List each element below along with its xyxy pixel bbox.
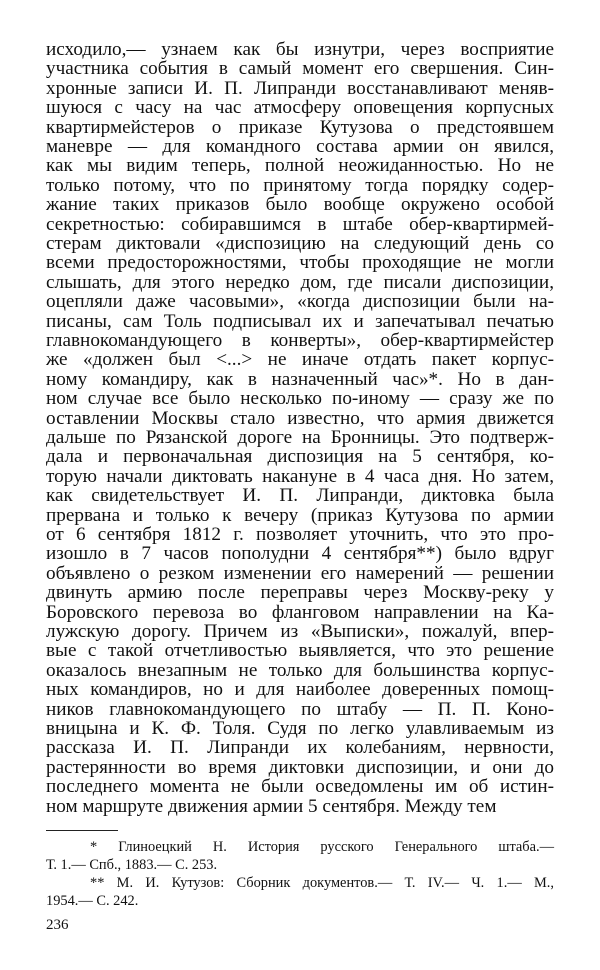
body-line: ных командиров, но и для наиболее доверенных помощ- xyxy=(46,679,554,701)
body-line: оказалось внезапным не только для большинства корпус- xyxy=(46,659,554,681)
body-line: ников главнокомандующего по штабу — П. П. Коно- xyxy=(46,698,554,720)
body-line: шуюся с часу на час атмосферу оповещения корпусных xyxy=(46,97,554,119)
body-line: всеми предосторожностями, чтобы проходящие не могли xyxy=(46,252,554,274)
body-line: стерам диктовали «диспозицию на следующий день со xyxy=(46,233,554,254)
body-line: от 6 сентября 1812 г. позволяет уточнить, что это про- xyxy=(46,524,554,545)
body-line: растерянности во время диктовки диспозиции, и они до xyxy=(46,756,554,778)
body-line: вницына и К. Ф. Толя. Судя по легко улавливаемым из xyxy=(46,718,554,739)
body-line: исходило,— узнаем как бы изнутри, через восприятие xyxy=(46,39,554,60)
body-line: ном случае все было несколько по-иному — сразу же по xyxy=(46,388,554,410)
body-line: торую начали диктовать накануне в 4 часа дня. Но затем, xyxy=(46,465,554,487)
body-line: оцепляли даже часовыми», «когда диспозиции были на- xyxy=(46,291,554,313)
body-line: слышать, для этого нередко дом, где писали диспозиции, xyxy=(46,271,554,293)
body-line: же «должен был <...> не иначе отдать пакет корпус- xyxy=(46,349,554,371)
body-line: участника события в самый момент его свершения. Син- xyxy=(46,58,554,80)
body-line: секретностью: собиравшимся в штабе обер-квартирмей- xyxy=(46,213,554,235)
body-line: двинуть армию после переправы через Москву-реку у xyxy=(46,582,554,604)
body-line: дала и первоначальная диспозиция на 5 сентября, ко- xyxy=(46,446,554,468)
body-line: лужскую дорогу. Причем из «Выписки», пожалуй, впер- xyxy=(46,621,554,642)
body-line: прервана и только к вечеру (приказ Кутузова по армии xyxy=(46,504,554,526)
body-line: квартирмейстеров о приказе Кутузова о предстоявшем xyxy=(46,116,554,138)
body-line: Боровского перевоза во фланговом направлении на Ка- xyxy=(46,601,554,623)
body-line: оставлении Москвы стало известно, что армия движется xyxy=(46,407,554,429)
body-line: как свидетельствует И. П. Липранди, диктовка была xyxy=(46,485,554,507)
body-line: хронные записи И. П. Липранди восстанавливают меняв- xyxy=(46,77,554,99)
body-line: писаны, сам Толь подписывал их и запечатывал печатью xyxy=(46,310,554,332)
footnote-line: ** М. И. Кутузов: Сборник документов.— Т. IV.— Ч. 1.— М., xyxy=(90,875,554,891)
body-line: дальше по Рязанской дороге на Бронницы. Это подтверж- xyxy=(46,427,554,448)
body-line: последнего момента не были осведомлены им об истин- xyxy=(46,776,554,798)
body-line: маневре — для командного состава армии он явился, xyxy=(46,136,554,157)
body-line: рассказа И. П. Липранди их колебаниям, нервности, xyxy=(46,737,554,759)
body-line: объявлено о резком изменении его намерений — решении xyxy=(46,562,554,584)
footnote-line: Т. 1.— Спб., 1883.— С. 253. xyxy=(46,857,218,873)
body-line: главнокомандующего в конверты», обер-квартирмейстер xyxy=(46,330,554,351)
footnote-line: * Глиноецкий Н. История русского Генерального штаба.— xyxy=(90,839,554,855)
body-line: как мы видим теперь, полной неожиданностью. Но не xyxy=(46,155,554,177)
body-line: ном маршруте движения армии 5 сентября. Между тем xyxy=(46,795,497,817)
footnote-line: 1954.— С. 242. xyxy=(46,893,139,909)
footnote-separator xyxy=(46,830,118,831)
body-line: жание таких приказов было вообще окружено особой xyxy=(46,194,554,216)
page-number: 236 xyxy=(46,917,69,933)
body-line: только потому, что по принятому тогда порядку содер- xyxy=(46,174,554,196)
body-line: ному командиру, как в назначенный час»*. Но в дан- xyxy=(46,368,554,390)
body-line: вые с такой отчетливостью выявляется, что это решение xyxy=(46,640,554,662)
body-line: изошло в 7 часов пополудни 4 сентября**) было вдруг xyxy=(46,543,554,565)
